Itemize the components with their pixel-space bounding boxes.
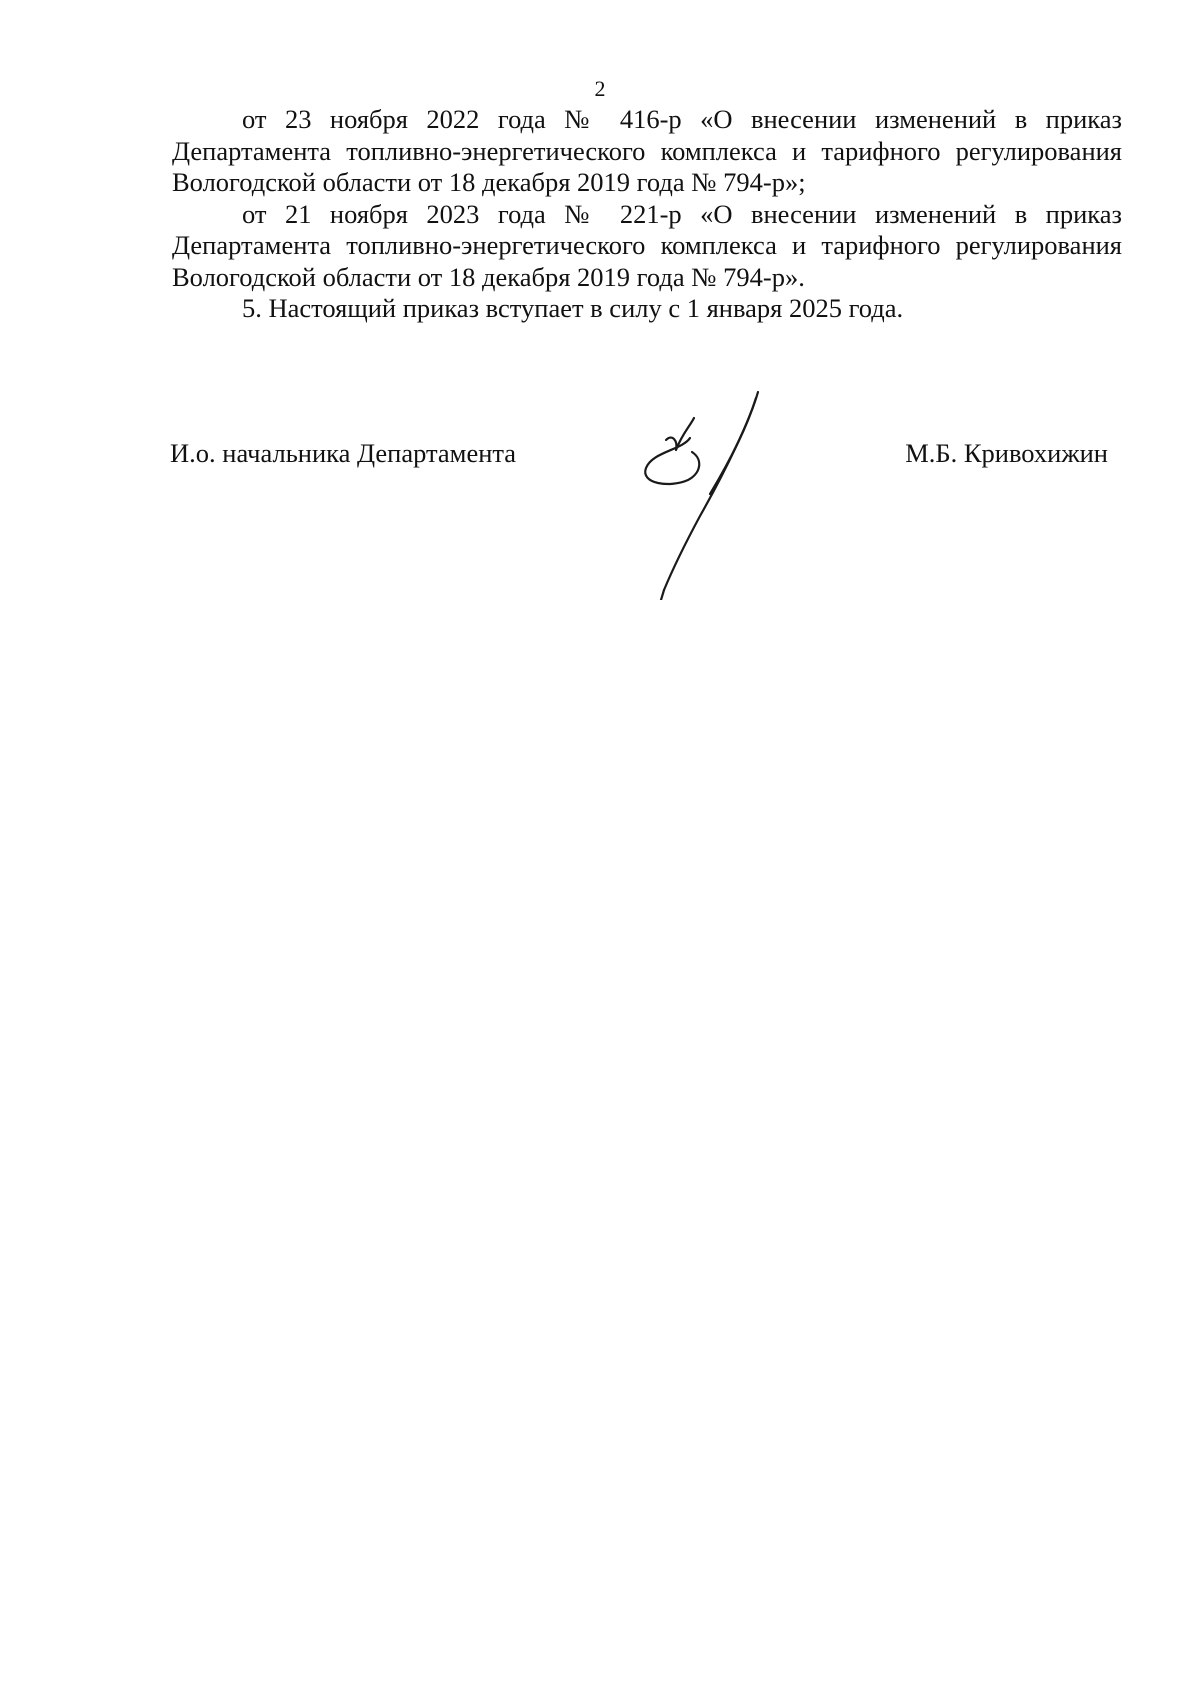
paragraph-amendment-2022: от 23 ноября 2022 года № 416-р «О внесении изменений в приказ Департамента топливно-энергетического комплекса и тарифного регулирования Вологодской области от 18 декабря 2019 года № 794-р»; (172, 104, 1122, 197)
page-number: 2 (594, 76, 606, 101)
document-body (172, 104, 1122, 325)
signatory-title: И.о. начальника Департамента (170, 438, 517, 468)
paragraph-effective-date: 5. Настоящий приказ вступает в силу с 1 января 2025 года. (242, 293, 904, 323)
signatory-name: М.Б. Кривохижин (905, 438, 1108, 468)
paragraph-amendment-2023: от 21 ноября 2023 года № 221-р «О внесении изменений в приказ Департамента топливно-энергетического комплекса и тарифного регулирования Вологодской области от 18 декабря 2019 года № 794-р». (172, 198, 1122, 292)
handwritten-signature-icon (630, 390, 780, 600)
